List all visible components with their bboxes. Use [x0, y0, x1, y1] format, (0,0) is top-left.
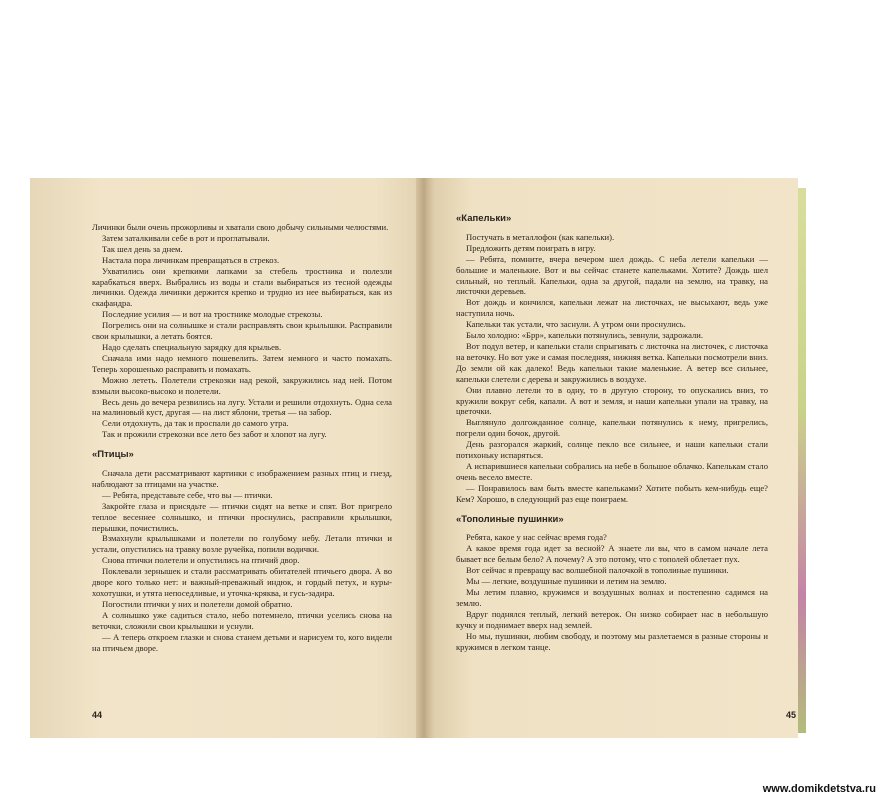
paragraph: Вдруг поднялся теплый, легкий ветерок. Он низко собирает нас в небольшую кучку и поднимает вверх над землей.	[456, 608, 768, 630]
paragraph: Надо сделать специальную зарядку для крыльев.	[102, 341, 282, 352]
section-heading-birds: «Птицы»	[92, 449, 134, 461]
paragraph: Но мы, пушинки, любим свободу, и поэтому мы разлетаемся в разные стороны и кружимся в легком танце.	[456, 630, 768, 652]
paragraph: Так шел день за днем.	[102, 243, 183, 254]
paragraph: Последние усилия — и вот на тростнике молодые стрекозы.	[102, 309, 323, 320]
paragraph: Снова птички полетели и опустились на птичий двор.	[102, 555, 300, 566]
paragraph: Они плавно летели то в одну, то в другую сторону, то опускались вниз, то кружили вокруг себя, капали. А вот и земля, и наши капельки упали на травку, на цветочки.	[456, 384, 768, 417]
paragraph: Ухватились они крепкими лапками за стебель тростника и полезли карабкаться вверх. Выбрались из воды и стали выбираться из тесной одежды личинки. Одежда личинки держится крепко и трудно из нее выбираться, как из скафандра.	[92, 265, 392, 309]
paragraph: А солнышко уже садиться стало, небо потемнело, птички уселись снова на веточки, сложили свои крылышки и уснули.	[92, 609, 392, 631]
section-heading-droplets: «Капельки»	[456, 213, 512, 224]
paragraph: Постучать в металлофон (как капельки).	[466, 231, 615, 242]
paragraph: Предложить детям поиграть в игру.	[466, 242, 596, 253]
paragraph: Можно лететь. Полетели стрекозки над рекой, закружились над ней. Потом взмыли высоко-высоко и полетели.	[92, 374, 392, 396]
paragraph: Капельки так устали, что заснули. А утром они проснулись.	[466, 319, 686, 330]
paragraph: Весь день до вечера резвились на лугу. Устали и решили отдохнуть. Одна села на малиновый куст, другая — на лист яблони, третья — на забор.	[92, 396, 392, 418]
paragraph: Вот дождь и кончился, капельки лежат на листочках, не высыхают, ведь уже наступила ночь.	[456, 297, 768, 319]
paragraph: Закройте глаза и присядьте — птички сидят на ветке и спят. Вот пригрело теплое весеннее солнышко, и птички проснулись, расправили крылышки, перышки, почистились.	[92, 500, 392, 533]
watermark: www.domikdetstva.ru	[762, 783, 876, 795]
right-page	[428, 178, 798, 738]
paragraph: Вот подул ветер, и капельки стали спрыгивать с листочка на листочек, с листочка на веточку. Но вот уже и самая последняя, нижняя ветка. Капельки посмотрели вниз. До земли ой как далеко! Ведь капельки такие маленькие. А ветер все сильнее, капельки слетели с дерева и закружились в воздухе.	[456, 340, 768, 384]
left-page	[30, 178, 422, 738]
section-heading-poplar-fluff: «Тополиные пушинки»	[456, 513, 564, 525]
paragraph: Взмахнули крылышками и полетели по голубому небу. Летали птички и устали, опустились на травку возле ручейка, попили водички.	[92, 533, 392, 555]
paragraph: Сели отдохнуть, да так и проспали до самого утра.	[102, 418, 289, 429]
paragraph: Поклевали зернышек и стали рассматривать обитателей птичьего двора. А во дворе кого только нет: и важный-преважный индюк, и гордый петух, и куры-хохотушки, и утята непоседливые, и уточка-кряква, и гусь-задира.	[92, 566, 392, 598]
paragraph: — Ребята, помните, вчера вечером шел дождь. С неба летели капельки — большие и маленькие. Вот и вы сейчас станете капельками. Хотите? Дождь шел сильный, но теплый. Капельки, одна за другой, падали на землю, на травку, на листочки деревьев.	[456, 253, 768, 297]
paragraph: Настала пора личинкам превращаться в стрекоз.	[102, 254, 280, 265]
paragraph: Так и прожили стрекозки все лето без забот и хлопот на лугу.	[102, 429, 327, 440]
paragraph: — А теперь откроем глазки и снова станем детьми и нарисуем то, кого видели на птичьем дворе.	[92, 631, 392, 653]
paragraph: День разгорался жаркий, солнце пекло все сильнее, и наши капельки стали потихоньку испаряться.	[456, 439, 768, 461]
book-spread	[30, 178, 798, 738]
paragraph: Ребята, какое у нас сейчас время года?	[466, 532, 607, 543]
paragraph: Погрелись они на солнышке и стали расправлять свои крылышки. Расправили свои крылышки, а летать боятся.	[92, 320, 392, 342]
page-number-left: 44	[92, 710, 103, 720]
paragraph: Сначала ими надо немного пошевелить. Затем немного и часто помахать. Теперь хорошенько расправить и помахать.	[92, 352, 392, 374]
paragraph: Выглянуло долгожданное солнце, капельки потянулись к нему, пригрелись, погрели один бочок, другой.	[456, 417, 768, 439]
paragraph: Было холодно: «Брр», капельки потянулись, зевнули, задрожали.	[466, 330, 704, 341]
paragraph: Погостили птички у них и полетели домой обратно.	[102, 598, 293, 609]
right-page-text	[456, 214, 768, 652]
paragraph: Мы — легкие, воздушные пушинки и летим на землю.	[466, 576, 667, 587]
book-gutter	[416, 178, 434, 738]
paragraph: А какое время года идет за весной? А знаете ли вы, что в самом начале лета бывает все белым бело? А почему? А это потому, что с тополей облетает пух.	[456, 543, 768, 565]
paragraph: Затем заталкивали себе в рот и проглатывали.	[102, 232, 270, 243]
paragraph: Мы летим плавно, кружимся и воздушных волнах и постепенно садимся на землю.	[456, 587, 768, 608]
paragraph: Вот сейчас я превращу вас волшебной палочкой в тополиные пушинки.	[466, 565, 729, 576]
paragraph: Сначала дети рассматривают картинки с изображением разных птиц и гнезд, наблюдают за птицами на участке.	[92, 468, 392, 489]
left-page-text	[92, 222, 392, 653]
paragraph: — Понравилось вам быть вместе капельками? Хотите побыть кем-нибудь еще? Кем? Хорошо, в следующий раз еще поиграем.	[456, 482, 768, 504]
page-number-right: 45	[786, 710, 797, 720]
paragraph: Личинки были очень прожорливы и хватали свою добычу сильными челюстями.	[92, 222, 389, 232]
paragraph: — Ребята, представьте себе, что вы — птички.	[102, 489, 273, 500]
paragraph: А испарившиеся капельки собрались на небе в большое облачко. Капелькам стало очень весело вместе.	[456, 460, 768, 482]
page-edge	[798, 188, 806, 733]
